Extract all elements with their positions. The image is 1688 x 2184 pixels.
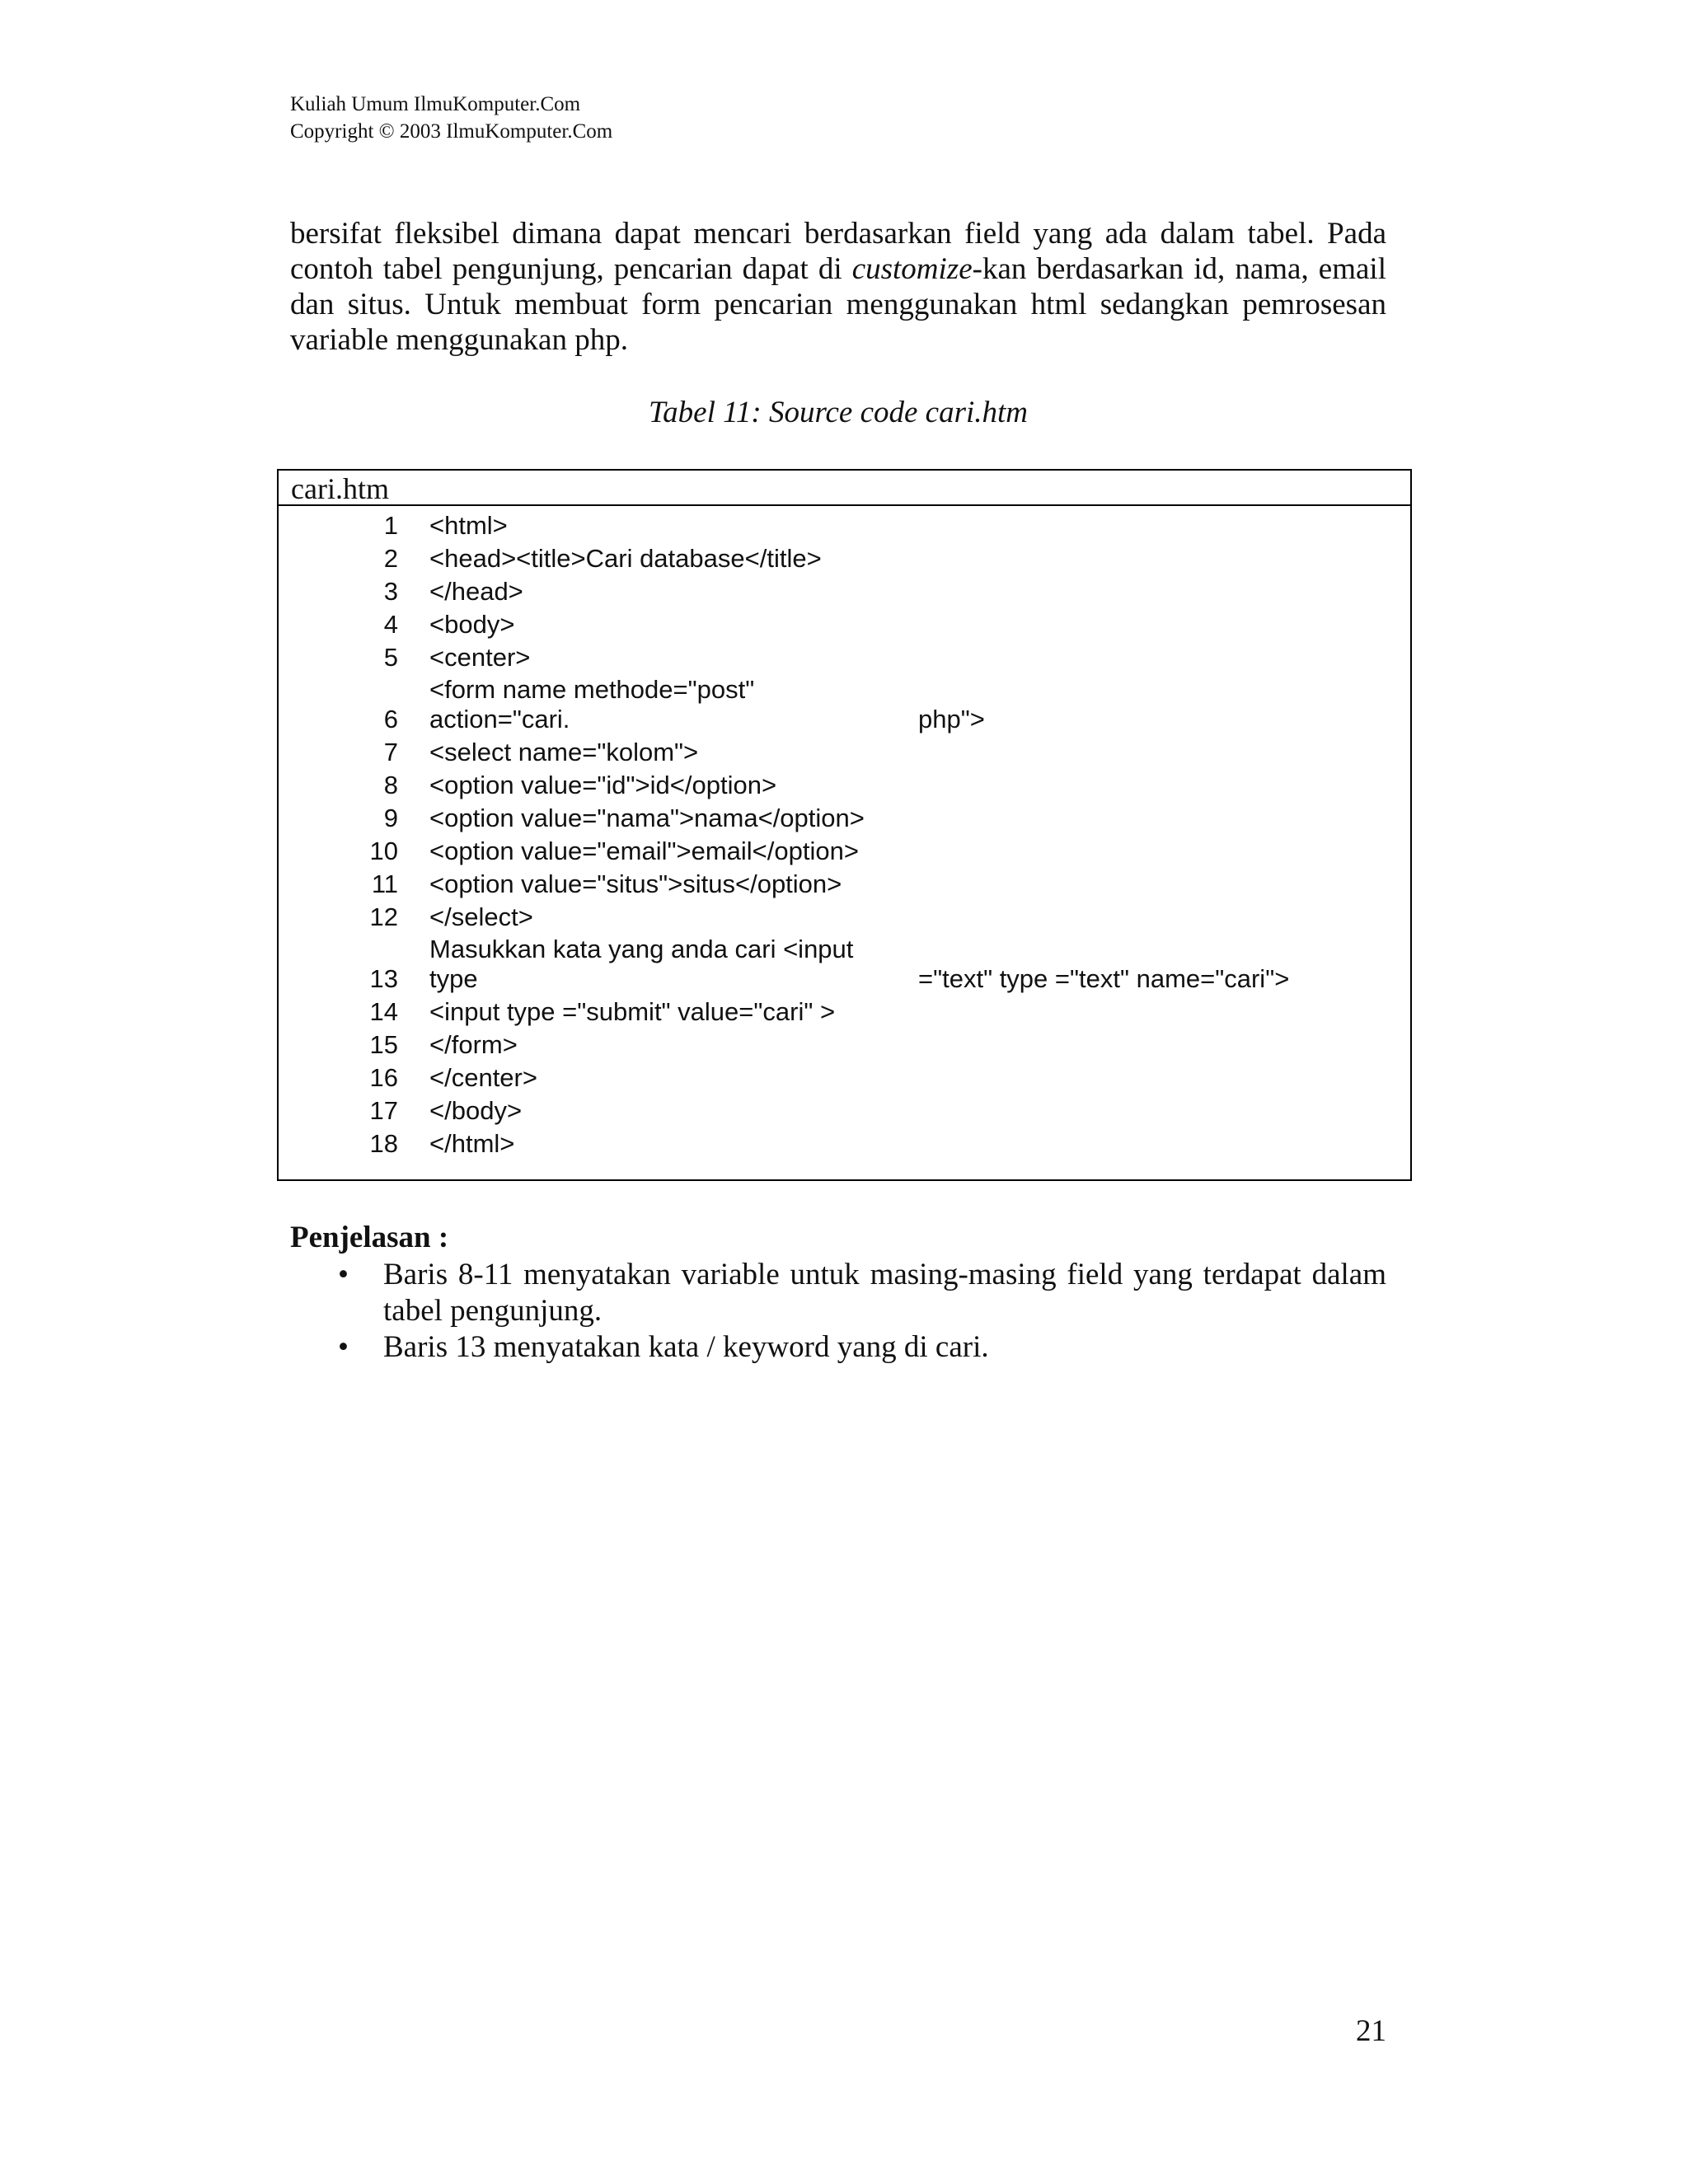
header-line-1: Kuliah Umum IlmuKomputer.Com [290,93,581,115]
code-line-number: 17 [369,1096,398,1125]
code-line-text: type [429,964,478,993]
code-line-number: 9 [383,804,398,832]
explanation-title: Penjelasan : [290,1221,449,1254]
explanation-item-text: Baris 8-11 menyatakan variable untuk masing-masing field yang terdapat dalam tabel pengunjung. [383,1258,1386,1328]
code-line-text: </html> [429,1129,515,1158]
code-line-number: 6 [383,705,398,733]
code-line-number: 4 [383,610,398,639]
source-code-table [277,469,1412,1181]
code-line-text: <option value="id">id</option> [429,771,777,799]
explanation-item [290,1329,1386,1366]
code-line-wrapped-text: <form name methode="post" [429,675,755,704]
page-header [290,91,612,145]
code-line-number: 12 [369,902,398,931]
explanation-item-text: Baris 13 menyatakan kata / keyword yang di cari. [383,1330,989,1364]
code-line-text: <option value="situs">situs</option> [429,869,842,898]
code-line-text: </body> [429,1096,523,1125]
explanation-list [290,1257,1386,1366]
code-line-text: </head> [429,577,523,606]
code-line-number: 13 [369,964,398,993]
code-line-text: <body> [429,610,515,639]
code-line-text: <select name="kolom"> [429,738,699,766]
code-line-number: 2 [383,544,398,573]
table-caption: Tabel 11: Source code cari.htm [648,396,1029,429]
code-line-text: <option value="nama">nama</option> [429,804,865,832]
header-line-2: Copyright © 2003 IlmuKomputer.Com [290,120,613,143]
intro-paragraph [290,216,1386,358]
code-line-text: <input type ="submit" value="cari" > [429,997,836,1026]
code-line-text: </select> [429,902,533,931]
code-line-number: 14 [369,997,398,1026]
intro-text-2: -kan berdasarkan id, nama, email dan situs. Untuk membuat form pencarian menggunakan html sedangkan pemrosesan variable menggunakan php. [290,252,1386,357]
code-line-text: <center> [429,643,531,672]
bullet-icon: • [338,1330,349,1364]
code-table-title: cari.htm [279,471,1410,506]
bullet-icon: • [338,1258,349,1291]
code-line-wrapped-text: Masukkan kata yang anda cari <input [429,935,854,963]
code-line-text: <html> [429,511,508,540]
code-line-text: action="cari. [429,705,570,733]
code-line-number: 16 [369,1063,398,1092]
code-line-number: 5 [383,643,398,672]
code-line-text: </center> [429,1063,537,1092]
code-line-number: 7 [383,738,398,766]
code-line-continuation: php"> [918,705,985,733]
explanation-item [290,1257,1386,1329]
code-line-text: <head><title>Cari database</title> [429,544,822,573]
code-line-text: <option value="email">email</option> [429,837,859,865]
code-line-number: 8 [383,771,398,799]
code-line-text: </form> [429,1030,518,1059]
code-line-number: 11 [371,869,398,898]
code-line-number: 10 [369,837,398,865]
code-line-number: 3 [383,577,398,606]
code-line-number: 18 [369,1129,398,1158]
intro-text-1: bersifat fleksibel dimana dapat mencari berdasarkan field yang ada dalam tabel. Pada contoh tabel pengunjung, pencarian dapat di [290,217,1386,286]
code-line-number: 15 [369,1030,398,1059]
code-line-number: 1 [383,511,398,540]
code-line-continuation: ="text" type ="text" name="cari"> [918,964,1290,993]
page-number: 21 [1356,2014,1386,2048]
intro-italic-term: customize [851,252,973,286]
